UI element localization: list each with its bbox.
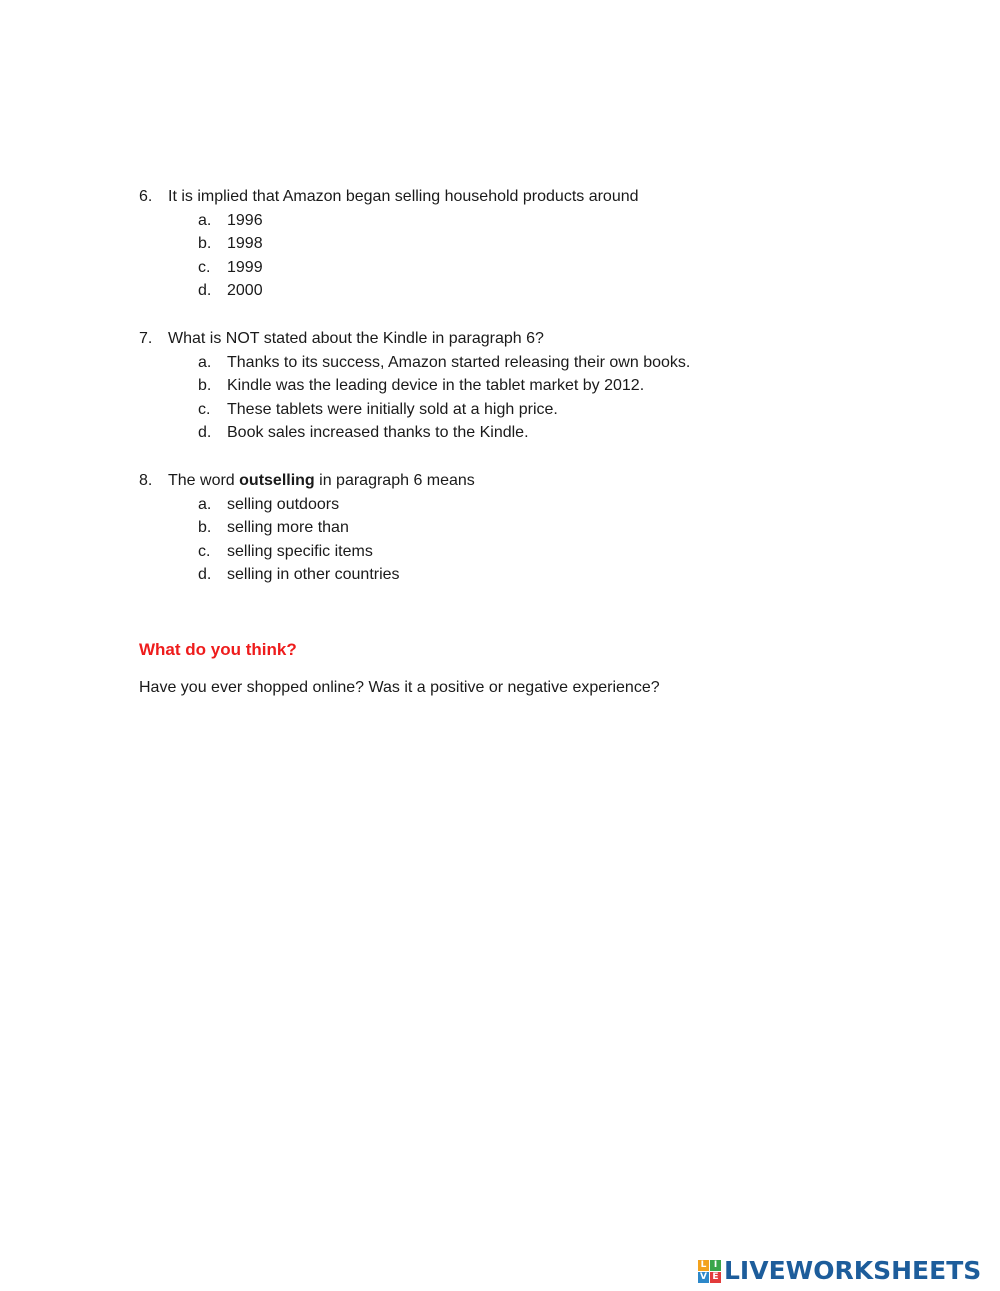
option-letter: b. bbox=[198, 235, 212, 253]
option-letter: b. bbox=[198, 519, 212, 537]
question-text: What is NOT stated about the Kindle in paragraph 6? bbox=[168, 330, 544, 347]
option-letter: c. bbox=[198, 400, 211, 418]
question-number: 7. bbox=[139, 330, 153, 347]
option-text: Book sales increased thanks to the Kindle. bbox=[227, 424, 529, 442]
option-letter: a. bbox=[198, 353, 212, 371]
logo-block: V bbox=[698, 1272, 709, 1283]
option-text: selling more than bbox=[227, 519, 349, 537]
answer-option-d[interactable] bbox=[139, 281, 899, 301]
option-letter: a. bbox=[198, 495, 212, 513]
option-letter: d. bbox=[198, 424, 212, 442]
question-stem bbox=[139, 187, 899, 207]
answer-option-a[interactable] bbox=[139, 211, 899, 231]
question-stem bbox=[139, 329, 899, 349]
question-8 bbox=[139, 471, 899, 585]
answer-option-d[interactable] bbox=[139, 565, 899, 585]
question-text: The word outselling in paragraph 6 means bbox=[168, 472, 475, 489]
option-letter: d. bbox=[198, 282, 212, 300]
logo-block: E bbox=[710, 1272, 721, 1283]
logo-wordmark: LIVEWORKSHEETS bbox=[724, 1256, 982, 1285]
option-letter: a. bbox=[198, 211, 212, 229]
bold-term: outselling bbox=[239, 472, 315, 489]
option-text: selling specific items bbox=[227, 542, 373, 560]
answer-option-a[interactable] bbox=[139, 353, 899, 373]
answer-option-b[interactable] bbox=[139, 518, 899, 538]
option-text: 1996 bbox=[227, 211, 263, 229]
liveworksheets-logo bbox=[698, 1257, 981, 1285]
answer-option-c[interactable] bbox=[139, 258, 899, 278]
answer-option-c[interactable] bbox=[139, 400, 899, 420]
discussion-prompt: Have you ever shopped online? Was it a positive or negative experience? bbox=[139, 679, 660, 696]
discussion-heading: What do you think? bbox=[139, 640, 297, 659]
logo-blocks-icon bbox=[698, 1260, 721, 1283]
option-letter: c. bbox=[198, 542, 211, 560]
logo-block: L bbox=[698, 1260, 709, 1271]
question-number: 6. bbox=[139, 188, 153, 205]
answer-option-b[interactable] bbox=[139, 376, 899, 396]
logo-block: I bbox=[710, 1260, 721, 1271]
question-6 bbox=[139, 187, 899, 301]
answer-option-b[interactable] bbox=[139, 234, 899, 254]
question-7 bbox=[139, 329, 899, 443]
option-letter: d. bbox=[198, 566, 212, 584]
question-number: 8. bbox=[139, 472, 153, 489]
option-text: These tablets were initially sold at a high price. bbox=[227, 400, 558, 418]
question-stem bbox=[139, 471, 899, 491]
answer-option-d[interactable] bbox=[139, 423, 899, 443]
option-text: selling outdoors bbox=[227, 495, 340, 513]
answer-option-c[interactable] bbox=[139, 542, 899, 562]
option-text: Kindle was the leading device in the tablet market by 2012. bbox=[227, 377, 645, 395]
option-letter: c. bbox=[198, 258, 211, 276]
option-text: 2000 bbox=[227, 282, 263, 300]
option-text: Thanks to its success, Amazon started releasing their own books. bbox=[227, 353, 691, 371]
option-text: 1998 bbox=[227, 235, 263, 253]
question-text: It is implied that Amazon began selling household products around bbox=[168, 188, 639, 205]
answer-option-a[interactable] bbox=[139, 495, 899, 515]
option-letter: b. bbox=[198, 377, 212, 395]
option-text: 1999 bbox=[227, 258, 263, 276]
option-text: selling in other countries bbox=[227, 566, 400, 584]
